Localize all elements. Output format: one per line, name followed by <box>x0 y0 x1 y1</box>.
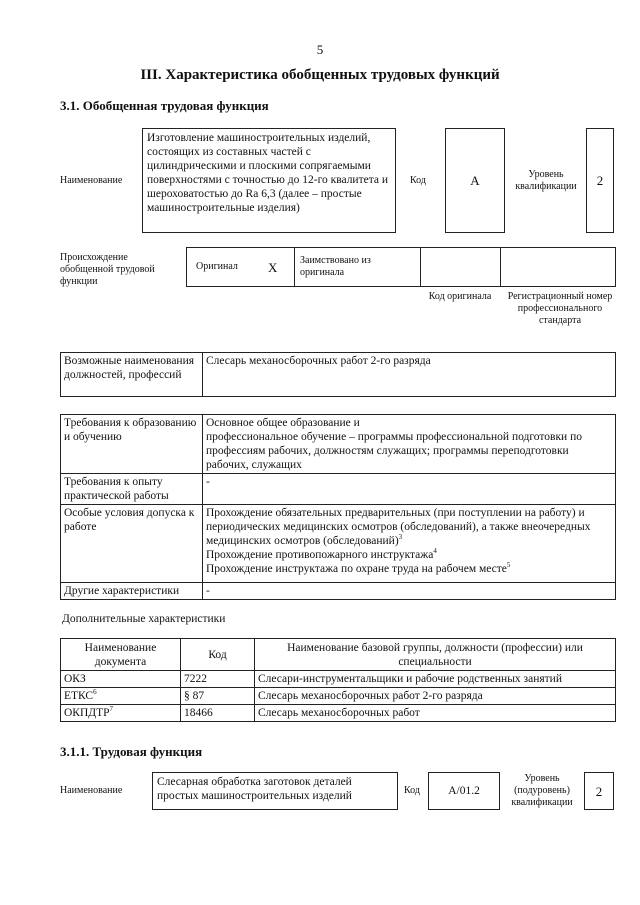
origin-original-label: Оригинал <box>196 261 238 272</box>
footnote-ref: 6 <box>93 688 97 697</box>
header-document: Наименование документа <box>61 639 181 671</box>
origin-divider-1 <box>294 247 295 287</box>
table-row <box>61 671 616 688</box>
table-row <box>61 705 616 722</box>
tf-heading: 3.1.1. Трудовая функция <box>60 744 203 759</box>
row-code: 18466 <box>181 705 255 722</box>
requirements-table <box>60 414 616 600</box>
positions-value: Слесарь механосборочных работ 2-го разряда <box>203 353 616 397</box>
additional-header-row <box>61 639 616 671</box>
gtf-name-label: Наименование <box>60 174 123 186</box>
requirement-value <box>203 505 616 583</box>
tf-code-label: Код <box>404 785 420 796</box>
origin-label: Происхождение обобщенной трудовой функции <box>60 252 155 287</box>
requirement-row <box>61 583 616 600</box>
header-name: Наименование базовой группы, должности (профессии) или специальности <box>255 639 616 671</box>
origin-original-mark: X <box>268 259 278 275</box>
row-code: 7222 <box>181 671 255 688</box>
tf-code-value: А/01.2 <box>428 772 500 810</box>
requirement-row <box>61 415 616 474</box>
requirement-label: Особые условия допуска к работе <box>61 505 203 583</box>
origin-divider-2 <box>420 247 421 287</box>
origin-divider-3 <box>500 247 501 287</box>
additional-table <box>60 638 616 722</box>
row-code: § 87 <box>181 688 255 705</box>
row-document: ЕТКС$^6$ <box>61 688 181 705</box>
requirement-line: Прохождение противопожарного инструктажа$^4$ <box>206 547 437 561</box>
tf-level-value: 2 <box>584 772 614 810</box>
footnote-ref: 7 <box>109 705 114 714</box>
gtf-code-label: Код <box>410 174 426 186</box>
requirement-line: Прохождение обязательных предварительных (при поступлении на работу) и периодических медицинских осмотров (обследований), а также внеочередных медицинских осмотров (обследований)$^3$ <box>206 507 591 547</box>
requirement-value: - <box>203 474 616 505</box>
table-row <box>61 688 616 705</box>
gtf-heading: 3.1. Обобщенная трудовая функция <box>60 98 269 113</box>
row-document: ОКЗ <box>61 671 181 688</box>
gtf-level-label: Уровень квалификации <box>515 168 577 192</box>
origin-caption-code: Код оригинала <box>428 291 492 302</box>
requirement-label: Требования к опыту практической работы <box>61 474 203 505</box>
header-code: Код <box>181 639 255 671</box>
gtf-level-value: 2 <box>586 128 614 233</box>
page-number: 5 <box>316 42 324 57</box>
requirement-row <box>61 474 616 505</box>
origin-caption-reg: Регистрационный номер профессионального стандарта <box>507 291 613 326</box>
footnote-ref: 5 <box>506 561 511 570</box>
row-name: Слесари-инструментальщики и рабочие родственных занятий <box>255 671 616 688</box>
origin-borrowed-label: Заимствовано из оригинала <box>300 255 371 278</box>
requirement-label: Требования к образованию и обучению <box>61 415 203 474</box>
positions-label: Возможные наименования должностей, профессий <box>61 353 203 397</box>
requirement-value <box>203 415 616 474</box>
tf-level-label: Уровень (подуровень) квалификации <box>511 773 573 808</box>
requirement-value: - <box>203 583 616 600</box>
requirement-label: Другие характеристики <box>61 583 203 600</box>
positions-table <box>60 352 616 397</box>
footnote-ref: 4 <box>433 547 437 556</box>
requirement-line: Прохождение инструктажа по охране труда на рабочем месте$^5$ <box>206 561 511 575</box>
requirement-line: профессиональное обучение – программы профессиональной подготовки по профессиям рабочих, должностям служащих; программы переподготовки рабочих, служащих <box>206 431 582 471</box>
requirement-line: Основное общее образование и <box>206 417 360 429</box>
row-document: ОКПДТР$^7$ <box>61 705 181 722</box>
requirement-row <box>61 505 616 583</box>
row-name: Слесарь механосборочных работ <box>255 705 616 722</box>
footnote-ref: 3 <box>398 533 403 542</box>
tf-name-label: Наименование <box>60 785 123 796</box>
row-name: Слесарь механосборочных работ 2-го разряда <box>255 688 616 705</box>
additional-heading: Дополнительные характеристики <box>62 613 226 625</box>
tf-name-value: Слесарная обработка заготовок деталей простых машиностроительных изделий <box>152 772 398 810</box>
gtf-code-value: А <box>445 128 505 233</box>
gtf-name-value: Изготовление машиностроительных изделий, состоящих из составных частей с цилиндрическими и плоскими сопрягаемыми поверхностями с точностью до 12-го квалитета и шероховатостью до Ra 6,3 (далее – простые машиностроительные изделия) <box>142 128 396 233</box>
section-title: III. Характеристика обобщенных трудовых функций <box>140 67 500 83</box>
